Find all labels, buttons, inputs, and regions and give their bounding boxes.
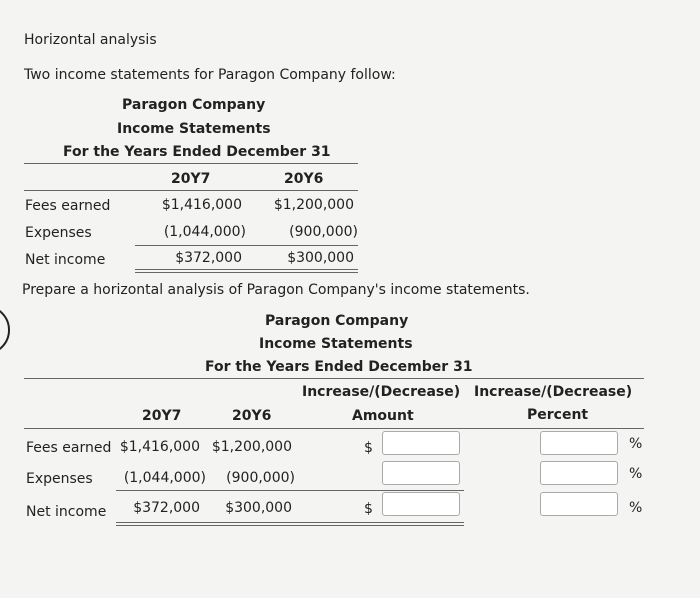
- top-sum-line: [135, 245, 358, 246]
- bottom-double-line: [116, 525, 464, 526]
- bottom-statement-title: Income Statements: [259, 336, 413, 352]
- bottom-row-v2: (900,000): [226, 470, 295, 486]
- bottom-row-v2: $300,000: [225, 500, 292, 516]
- bottom-row-label: Net income: [26, 504, 107, 520]
- bottom-row-label: Expenses: [26, 471, 93, 487]
- amount-input-expenses[interactable]: [382, 461, 460, 485]
- top-row-v1: $372,000: [175, 250, 242, 266]
- amount-head: Increase/(Decrease): [302, 384, 461, 400]
- bottom-col-20y7: 20Y7: [142, 408, 182, 424]
- prompt-text: Prepare a horizontal analysis of Paragon Company's income statements.: [22, 282, 530, 298]
- top-row-label: Fees earned: [25, 198, 111, 214]
- top-double-line: [135, 269, 358, 270]
- percent-sign: %: [629, 436, 643, 452]
- circle-decoration: [0, 305, 10, 355]
- top-header-divider: [24, 190, 358, 191]
- percent-input-fees-earned[interactable]: [540, 431, 618, 455]
- top-period: For the Years Ended December 31: [63, 144, 331, 160]
- top-divider: [24, 163, 358, 164]
- top-statement-title: Income Statements: [117, 121, 271, 137]
- bottom-company-name: Paragon Company: [265, 313, 409, 329]
- top-col-20y7: 20Y7: [171, 171, 211, 187]
- amount-input-net-income[interactable]: [382, 492, 460, 516]
- percent-sign: %: [629, 500, 643, 516]
- top-company-name: Paragon Company: [122, 97, 266, 113]
- amount-label: Amount: [352, 408, 414, 424]
- top-row-v1: (1,044,000): [163, 224, 246, 240]
- percent-head: Increase/(Decrease): [474, 384, 633, 400]
- top-row-v1: $1,416,000: [161, 197, 242, 213]
- bottom-col-20y6: 20Y6: [232, 408, 272, 424]
- dollar-sign: $: [364, 440, 373, 456]
- bottom-header-divider: [24, 428, 644, 429]
- bottom-row-label: Fees earned: [26, 440, 112, 456]
- bottom-sum-line: [116, 490, 464, 491]
- dollar-sign: $: [364, 501, 373, 517]
- top-row-label: Net income: [25, 252, 106, 268]
- bottom-row-v1: $372,000: [133, 500, 200, 516]
- bottom-period: For the Years Ended December 31: [205, 359, 473, 375]
- intro-text: Two income statements for Paragon Company follow:: [24, 67, 396, 83]
- amount-input-fees-earned[interactable]: [382, 431, 460, 455]
- bottom-row-v2: $1,200,000: [211, 439, 292, 455]
- bottom-double-line: [116, 522, 464, 523]
- top-row-label: Expenses: [25, 225, 92, 241]
- percent-input-expenses[interactable]: [540, 461, 618, 485]
- percent-label: Percent: [527, 407, 589, 423]
- top-row-v2: (900,000): [289, 224, 358, 240]
- bottom-row-v1: (1,044,000): [123, 470, 206, 486]
- bottom-row-v1: $1,416,000: [119, 439, 200, 455]
- top-col-20y6: 20Y6: [284, 171, 324, 187]
- percent-input-net-income[interactable]: [540, 492, 618, 516]
- bottom-divider: [24, 378, 644, 379]
- page-title: Horizontal analysis: [24, 32, 157, 48]
- percent-sign: %: [629, 466, 643, 482]
- top-double-line: [135, 272, 358, 273]
- top-row-v2: $300,000: [287, 250, 354, 266]
- top-row-v2: $1,200,000: [273, 197, 354, 213]
